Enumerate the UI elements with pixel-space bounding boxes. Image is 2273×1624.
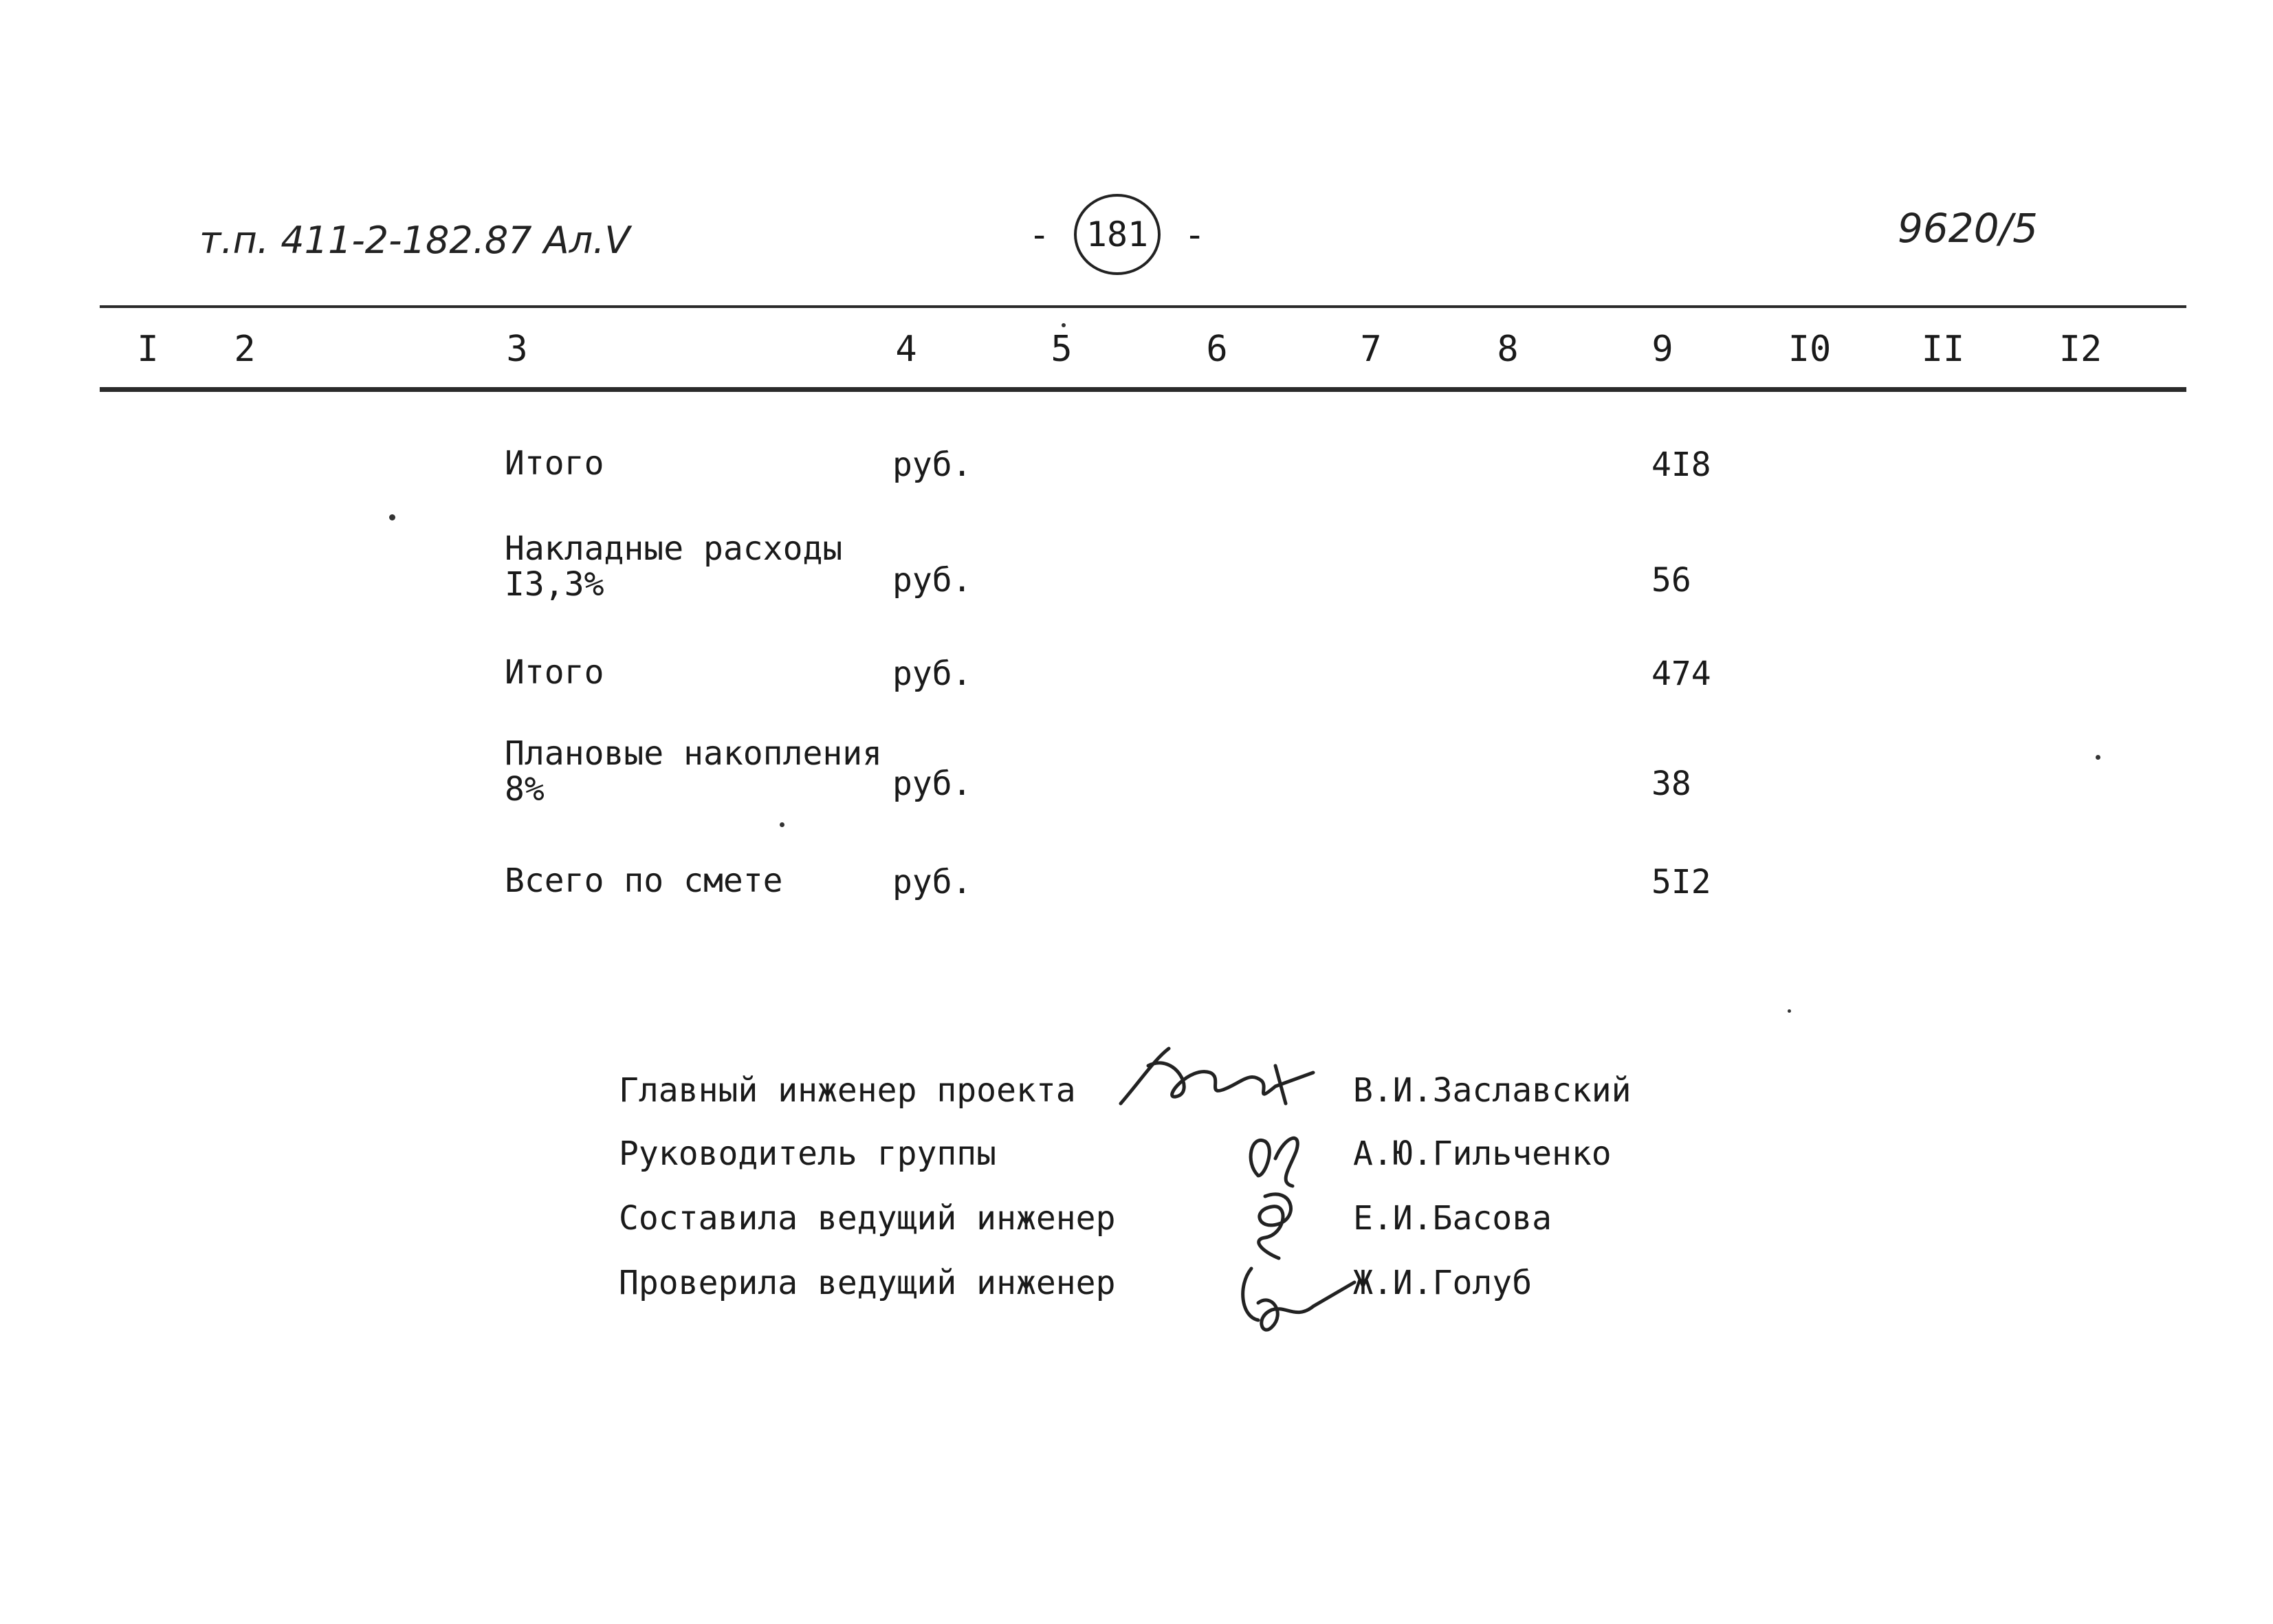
column-number: 8 — [1497, 329, 1519, 370]
archive-number: 9620/5 — [1898, 205, 2039, 252]
column-number: 2 — [234, 329, 256, 370]
row-unit: руб. — [892, 655, 972, 693]
scan-speck — [1788, 1009, 1791, 1013]
signer-role: Руководитель группы — [619, 1134, 997, 1173]
page-dash-right: - — [1184, 215, 1206, 256]
row-label: Итого — [505, 653, 604, 692]
column-number: 6 — [1206, 329, 1228, 370]
scan-speck — [389, 514, 395, 520]
scan-speck — [1062, 323, 1066, 327]
row-unit: руб. — [892, 561, 972, 600]
signer-name: Е.И.Басова — [1353, 1199, 1552, 1238]
row-label: Итого — [505, 444, 604, 483]
column-number: 9 — [1651, 329, 1673, 370]
document-code: т.п. 411-2-182.87 Ал.V — [199, 219, 630, 262]
page-number: 181 — [1074, 194, 1161, 275]
column-number: I — [137, 329, 159, 370]
row-unit: руб. — [892, 765, 972, 803]
header-top-rule — [100, 305, 2186, 308]
row-value: 38 — [1651, 765, 1691, 803]
signer-name: В.И.Заславский — [1353, 1071, 1632, 1110]
column-number: 3 — [506, 329, 528, 370]
column-number: II — [1921, 329, 1965, 370]
row-unit: руб. — [892, 863, 972, 901]
signer-role: Составила ведущий инженер — [619, 1199, 1116, 1238]
signer-role: Проверила ведущий инженер — [619, 1264, 1116, 1302]
column-number: 4 — [895, 329, 917, 370]
page-dash-left: - — [1029, 215, 1051, 256]
handwritten-signature — [1238, 1121, 1320, 1189]
handwritten-signature — [1114, 1038, 1320, 1114]
row-label: Плановые накопления 8% — [505, 734, 883, 809]
row-unit: руб. — [892, 446, 972, 484]
scan-speck — [2096, 755, 2100, 760]
column-number: 5 — [1051, 329, 1073, 370]
signer-name: Ж.И.Голуб — [1353, 1264, 1533, 1302]
signer-role: Главный инженер проекта — [619, 1071, 1076, 1110]
header-bottom-rule — [100, 387, 2186, 392]
row-label: Накладные расходы I3,3% — [505, 529, 843, 604]
row-value: 56 — [1651, 561, 1691, 600]
scan-speck — [780, 822, 784, 827]
signer-name: А.Ю.Гильченко — [1353, 1134, 1612, 1173]
row-label: Всего по смете — [505, 862, 783, 900]
handwritten-signature — [1231, 1251, 1361, 1341]
column-number: I2 — [2058, 329, 2102, 370]
row-value: 5I2 — [1651, 863, 1711, 901]
column-number: I0 — [1788, 329, 1832, 370]
column-number: 7 — [1360, 329, 1382, 370]
row-value: 4I8 — [1651, 446, 1711, 484]
row-value: 474 — [1651, 655, 1711, 693]
